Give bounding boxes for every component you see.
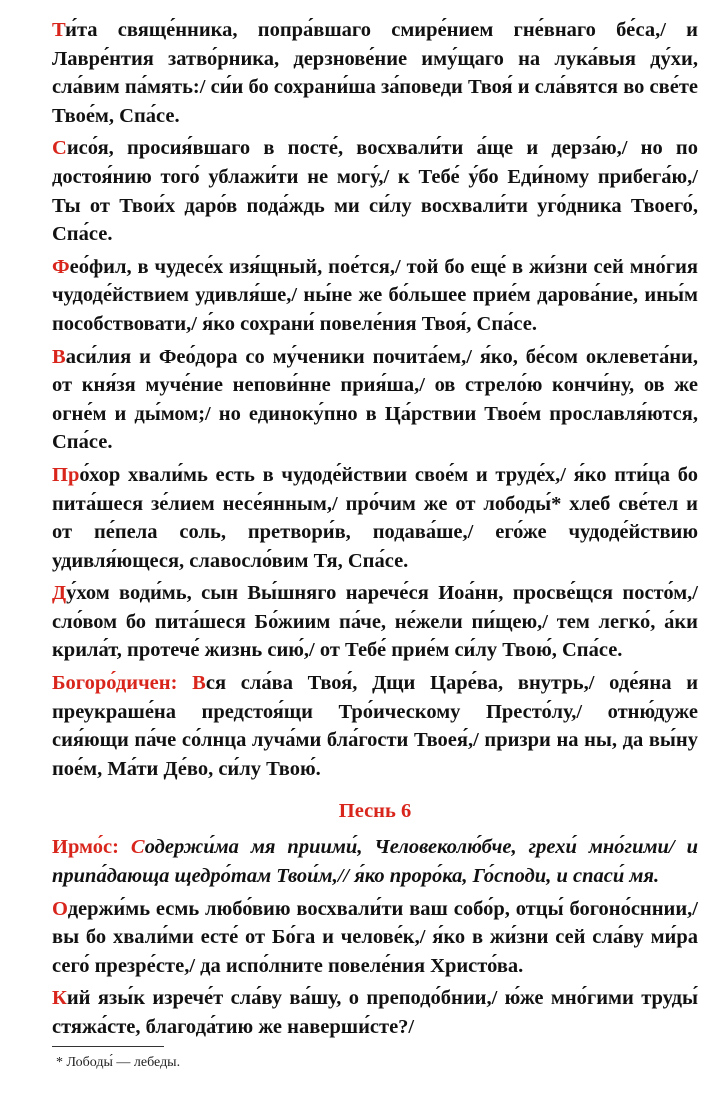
paragraph-text: исо́я, просия́вшаго в посте́, восхвали́ти а́ще и дерза́ю,/ но по достоя́нию того́ ублажи́ти не могу́,/ к Тебе́ у́бо Еди́ному прибега́ю,/ Ты от Твои́х даро́в пода́ждь ми си́лу восхвали́ти уго́дника Твоего́, Спа́се. [52, 137, 698, 246]
paragraph-text: у́хом води́мь, сын Вы́шняго нарече́ся Иоа́нн, просве́щся посто́м,/ сло́вом бо пита́шеся Бо́жиим па́че, не́жели пи́щею,/ тем легко́, а́ки крила́т, протече́ жизнь сию́,/ от Тебе́ прие́м си́лу Твою́, Спа́се. [52, 582, 698, 662]
rubric-label: Ирмо́с: [52, 836, 119, 859]
paragraph-kiy [52, 984, 698, 1041]
paragraph-tit [52, 16, 698, 130]
paragraph-prokhor [52, 461, 698, 575]
section-heading: Песнь 6 [338, 800, 412, 823]
paragraph-dukhom [52, 579, 698, 665]
footnote-divider [52, 1046, 164, 1047]
drop-initial: О [52, 897, 68, 920]
paragraph-sisoy [52, 134, 698, 248]
paragraph-text: ся сла́ва Твоя́, Дщи Царе́ва, внутрь,/ оде́яна и преукраше́на предстоя́щи Тро́ическому Престо́лу,/ отню́дуже сия́ющи па́че со́лнца луча́ми бла́гости Твоея́,/ призри на ны, да вы́ну пое́м, Ма́ти Де́во, си́лу Твою́. [52, 672, 699, 780]
drop-initial: Д [52, 582, 67, 605]
paragraph-text: и́та свяще́нника, попра́вшаго смире́нием гне́внаго бе́са,/ и Лавре́нтия затво́рника, дерзнове́ние иму́щаго на лука́выя ду́хи, сла́вим па́мять:/ си́и бо сохрани́ша за́поведи Твоя́ и сла́вятся во све́те Твое́м, Спа́се. [52, 19, 698, 127]
drop-initial: Пр [52, 463, 80, 486]
drop-initial: В [192, 672, 206, 695]
paragraph-text: аси́лия и Фео́дора со му́ченики почита́ем,/ я́ко, бе́сом оклевета́ни, от кня́зя муче́ние непови́нне прия́ша,/ ов стрело́ю кончи́ну, ов же огне́м и ды́мом;/ но единоку́пно в Ца́рствии Твое́м прославля́ются, Спа́се. [52, 345, 698, 454]
paragraph-oderzhim [52, 895, 698, 981]
paragraph-irmos [52, 833, 698, 890]
paragraph-text: ео́фил, в чудесе́х изя́щный, пое́тся,/ той бо еще́ в жи́зни сей мно́гия чудоде́йствием удивля́ше,/ ны́не же бо́льшее прие́м дарова́ние, ины́м пособствовати,/ я́ко сохрани́ повеле́ния Твоя́, Спа́се. [52, 255, 698, 335]
paragraph-text: держи́мь есмь любо́вию восхвали́ти ваш собо́р, отцы́ богоно́сннии,/ вы бо хвали́ми есте́ от Бо́га и челове́к,/ я́ко в жи́зни сей сла́ву ми́ра сего́ презре́сте,/ да испо́лните повеле́ния Христо́ва. [52, 897, 698, 977]
paragraph-vasiliy [52, 343, 698, 457]
drop-initial: В [52, 345, 66, 368]
drop-initial: Ф [52, 255, 70, 278]
paragraph-text: о́хор хвали́мь есть в чудоде́йствии свое́м и труде́х,/ я́ко пти́ца бо пита́шеся зе́лием несе́янным,/ про́чим же от лободы́* хлеб све́тел и от пе́пела соль, претвори́в, подава́ше,/ его́же чудоде́йствию удивля́ющеся, славосло́вим Тя, Спа́се. [52, 463, 698, 572]
paragraph-text: ий язы́к изрече́т сла́ву ва́шу, о преподо́бнии,/ ю́же мно́гими труды́ стяжа́сте, благода́тию же наверши́сте?/ [52, 987, 698, 1038]
paragraph-bogorodichen [52, 669, 698, 783]
paragraph-feofil [52, 253, 698, 339]
rubric-label: Богоро́дичен: [52, 672, 178, 695]
drop-initial: С [52, 137, 67, 160]
drop-initial: К [52, 987, 67, 1010]
footnote: * Лободы́ — лебеды. [56, 1055, 181, 1070]
paragraph-text: одержи́ма мя приими́, Человеколю́бче, грехи́ мно́гими/ и припа́дающа щедро́там Твои́м,// я́ко проро́ка, Го́споди, и спаси́ мя. [52, 836, 698, 888]
drop-initial: С [130, 836, 145, 859]
drop-initial: Т [52, 19, 66, 41]
